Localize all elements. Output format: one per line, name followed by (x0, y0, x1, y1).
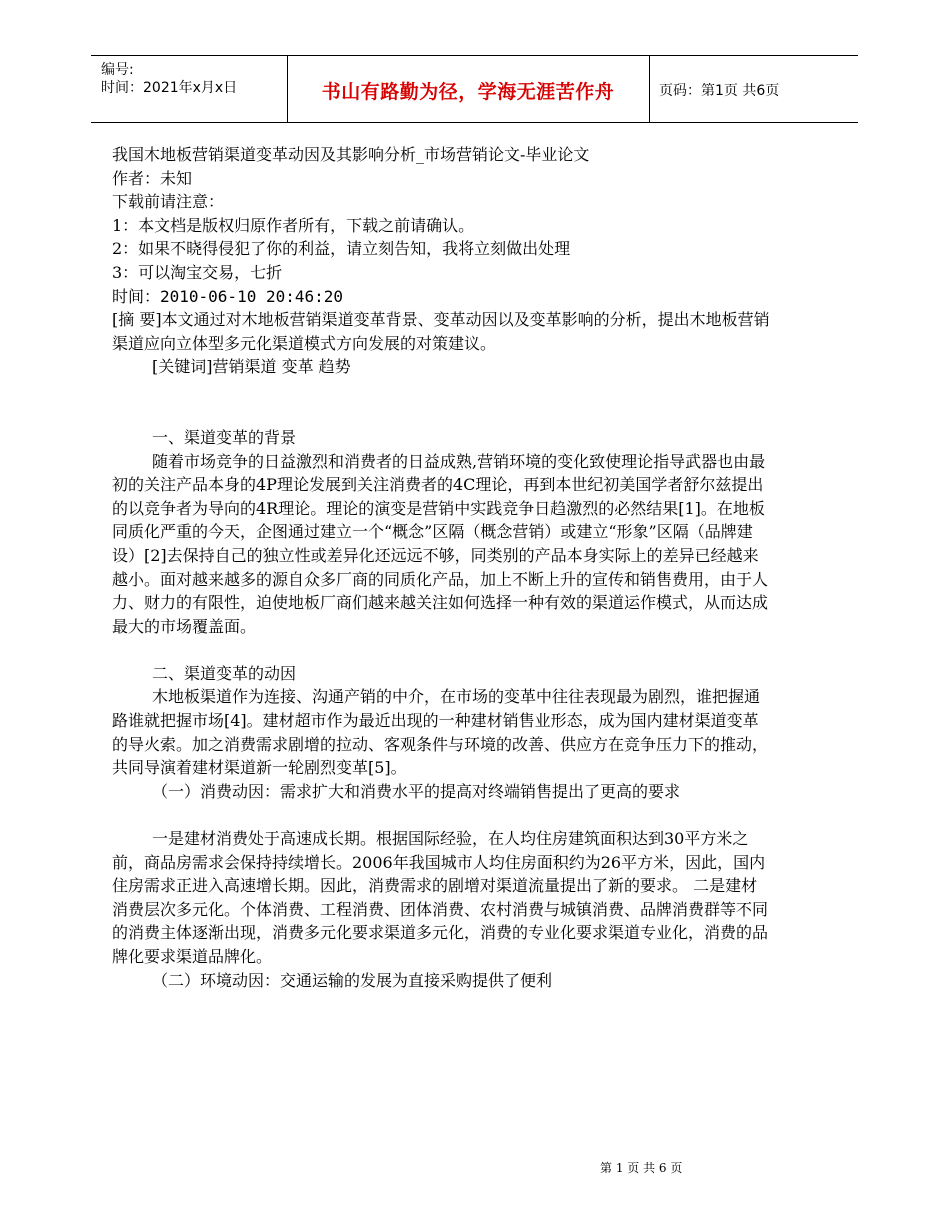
abstract: [摘 要]本文通过对木地板营销渠道变革背景、变革动因以及变革影响的分析，提出木地板营销渠道应向立体型多元化渠道模式方向发展的对策建议。 (112, 310, 770, 353)
notice-item-1: 1：本文档是版权归原作者所有，下载之前请确认。 (112, 215, 475, 235)
document-body (112, 143, 772, 992)
section-2-title: 二、渠道变革的动因 (152, 663, 297, 683)
doc-author: 作者：未知 (112, 168, 193, 188)
subsection-1-title: （一）消费动因：需求扩大和消费水平的提高对终端销售提出了更高的要求 (152, 781, 681, 801)
number-label: 编号: (101, 62, 134, 78)
header-motto: 书山有路勤为径，学海无涯苦作舟 (321, 81, 615, 103)
page-footer: 第 1 页 共 6 页 (600, 1161, 683, 1175)
page-header (91, 55, 858, 123)
subsection-2-title: （二）环境动因：交通运输的发展为直接采购提供了便利 (152, 970, 553, 990)
notice-title: 下载前请注意： (112, 192, 225, 212)
notice-item-3: 3：可以淘宝交易，七折 (112, 262, 283, 282)
header-divider (649, 56, 650, 122)
section-1-paragraph: 随着市场竞争的日益激烈和消费者的日益成熟,营销环境的变化致使理论指导武器也由最初的关注产品本身的4P理论发展到关注消费者的4C理论，再到本世纪初美国学者舒尔兹提出的以竞争者为导向的4R理论。理论的演变是营销中实践竞争日趋激烈的必然结果[1]。在地板同质化严重的今天，企图通过建立一个“概念”区隔（概念营销）或建立“形象”区隔（品牌建设）[2]去保持自己的独立性或差异化还远远不够，同类别的产品本身实际上的差异已经越来越小。面对越来越多的源自众多厂商的同质化产品，加上不断上升的宣传和销售费用，由于人力、财力的有限性，迫使地板厂商们越来越关注如何选择一种有效的渠道运作模式，从而达成最大的市场覆盖面。 (112, 451, 769, 636)
header-page-info: 页码：第1页 共6页 (659, 83, 780, 99)
header-meta (101, 61, 237, 97)
keywords: [关键词]营销渠道 变革 趋势 (152, 357, 351, 377)
time-label: 时间：2021年x月x日 (101, 80, 238, 96)
section-1-title: 一、渠道变革的背景 (152, 427, 297, 447)
section-2-paragraph: 木地板渠道作为连接、沟通产销的中介，在市场的变革中往往表现最为剧烈，谁把握通路谁就把握市场[4]。建材超市作为最近出现的一种建材销售业形态，成为国内建材渠道变革的导火索。加之消费需求剧增的拉动、客观条件与环境的改善、供应方在竞争压力下的推动，共同导演着建材渠道新一轮剧烈变革[5]。 (112, 687, 769, 778)
doc-time: 时间：2010-06-10 20:46:20 (112, 286, 344, 306)
doc-title: 我国木地板营销渠道变革动因及其影响分析_市场营销论文-毕业论文 (112, 145, 590, 164)
subsection-1-paragraph: 一是建材消费处于高速成长期。根据国际经验，在人均住房建筑面积达到30平方米之前，商品房需求会保持持续增长。2006年我国城市人均住房面积约为26平方米，因此，国内住房需求正进入高速增长期。因此，消费需求的剧增对渠道流量提出了新的要求。 二是建材消费层次多元化。个体消费、工程消费、团体消费、农村消费与城镇消费、品牌消费群等不同的消费主体逐渐出现，消费多元化要求渠道多元化，消费的专业化要求渠道专业化，消费的品牌化要求渠道品牌化。 (112, 829, 769, 966)
notice-item-2: 2：如果不晓得侵犯了你的利益，请立刻告知，我将立刻做出处理 (112, 239, 571, 259)
